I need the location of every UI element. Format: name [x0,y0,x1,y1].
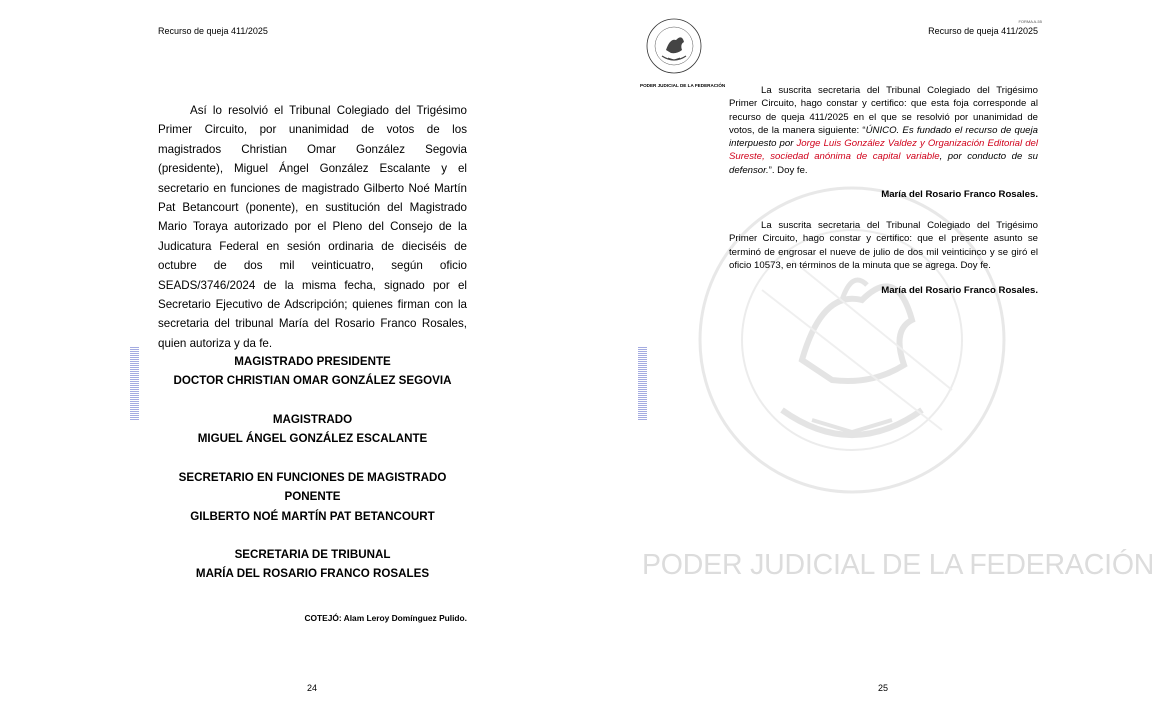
signature-name: MARÍA DEL ROSARIO FRANCO ROSALES [195,567,430,581]
cotejo-note: COTEJÓ: Alam Leroy Domínguez Pulido. [304,613,467,623]
resolution-paragraph: Así lo resolvió el Tribunal Colegiado del Trigésimo Primer Circuito, por unanimidad de votos de los magistrados Christian Omar González Segovia (presidente), Miguel Ángel González Escalante y el secretario en funciones de magistrado Gilberto Noé Martín Pat Betancourt (ponente), en sustitución del Magistrado Mario Toraya autorizado por el Pleno del Consejo de la Judicatura Federal en sesión ordinaria de dieciséis de octubre de dos mil veinticuatro, según oficio SEADS/3746/2024 de la misma fecha, signado por el Secretario Ejecutivo de Adscripción; quienes firman con la secretaria del tribunal María del Rosario Franco Rosales, quien autoriza y da fe. [158,104,467,350]
signature-title: SECRETARIA DE TRIBUNAL [234,548,391,561]
cert-text-end: ”. Doy fe. [768,164,808,176]
signature-block-presiding-magistrate [158,352,467,391]
signature-title: MAGISTRADO [272,413,353,426]
cert-text: La suscrita secretaria del Tribunal Colegiado del Trigésimo Primer Circuito, hago constar y certifico: que esta foja corresponde al recurso de queja 411/2025 en el que se resolvió por unanimidad de votos, de la manera siguiente: “ [729,85,1038,136]
document-page-25 [584,0,1168,720]
cert-parties-highlight: Jorge Luis González Valdez y Organización Editorial del Sureste, sociedad anónima de capital variable [729,138,1038,163]
signature-name: MIGUEL ÁNGEL GONZÁLEZ ESCALANTE [197,432,428,446]
page-number: 25 [878,683,889,693]
signature-block-court-secretary [158,545,467,584]
certification-paragraph-2: La suscrita secretaria del Tribunal Colegiado del Trigésimo Primer Circuito, hago constar y certifico: que el presente asunto se terminó de engrosar el nueve de julio de dos mil veinticinco y se giró el oficio 10573, en términos de la minuta que se agrega. Doy fe. [729,220,1038,271]
signature-title-ponente: PONENTE [284,490,341,504]
electronic-signature-stamp [638,347,647,420]
case-reference-header: Recurso de queja 411/2025 [158,26,268,36]
case-reference-header: Recurso de queja 411/2025 [928,26,1038,36]
signature-title: SECRETARIO EN FUNCIONES DE MAGISTRADO [178,471,447,484]
signature-title: MAGISTRADO PRESIDENTE [234,355,391,368]
judicial-branch-watermark: PODER JUDICIAL DE LA FEDERACIÓN [642,549,1155,581]
electronic-signature-stamp [130,347,139,420]
cert-resolution-italic-end: , por conducto de su defensor. [729,151,1038,176]
certifying-secretary-name-2: María del Rosario Franco Rosales. [881,285,1038,296]
signature-block-magistrate [158,410,467,449]
national-coat-of-arms-icon [644,16,704,76]
cert-resolution-italic: ÚNICO. Es fundado el recurso de queja interpuesto por [729,124,1038,150]
form-code: FORMA A-55 [1018,19,1042,24]
seal-caption: PODER JUDICIAL DE LA FEDERACIÓN [640,83,726,88]
certifying-secretary-name: María del Rosario Franco Rosales. [881,189,1038,200]
certification-paragraph-1 [729,84,1038,177]
page-number: 24 [307,683,318,693]
signature-name: GILBERTO NOÉ MARTÍN PAT BETANCOURT [190,509,435,523]
signature-block-acting-magistrate [158,468,467,526]
signature-name: DOCTOR CHRISTIAN OMAR GONZÁLEZ SEGOVIA [173,374,452,388]
